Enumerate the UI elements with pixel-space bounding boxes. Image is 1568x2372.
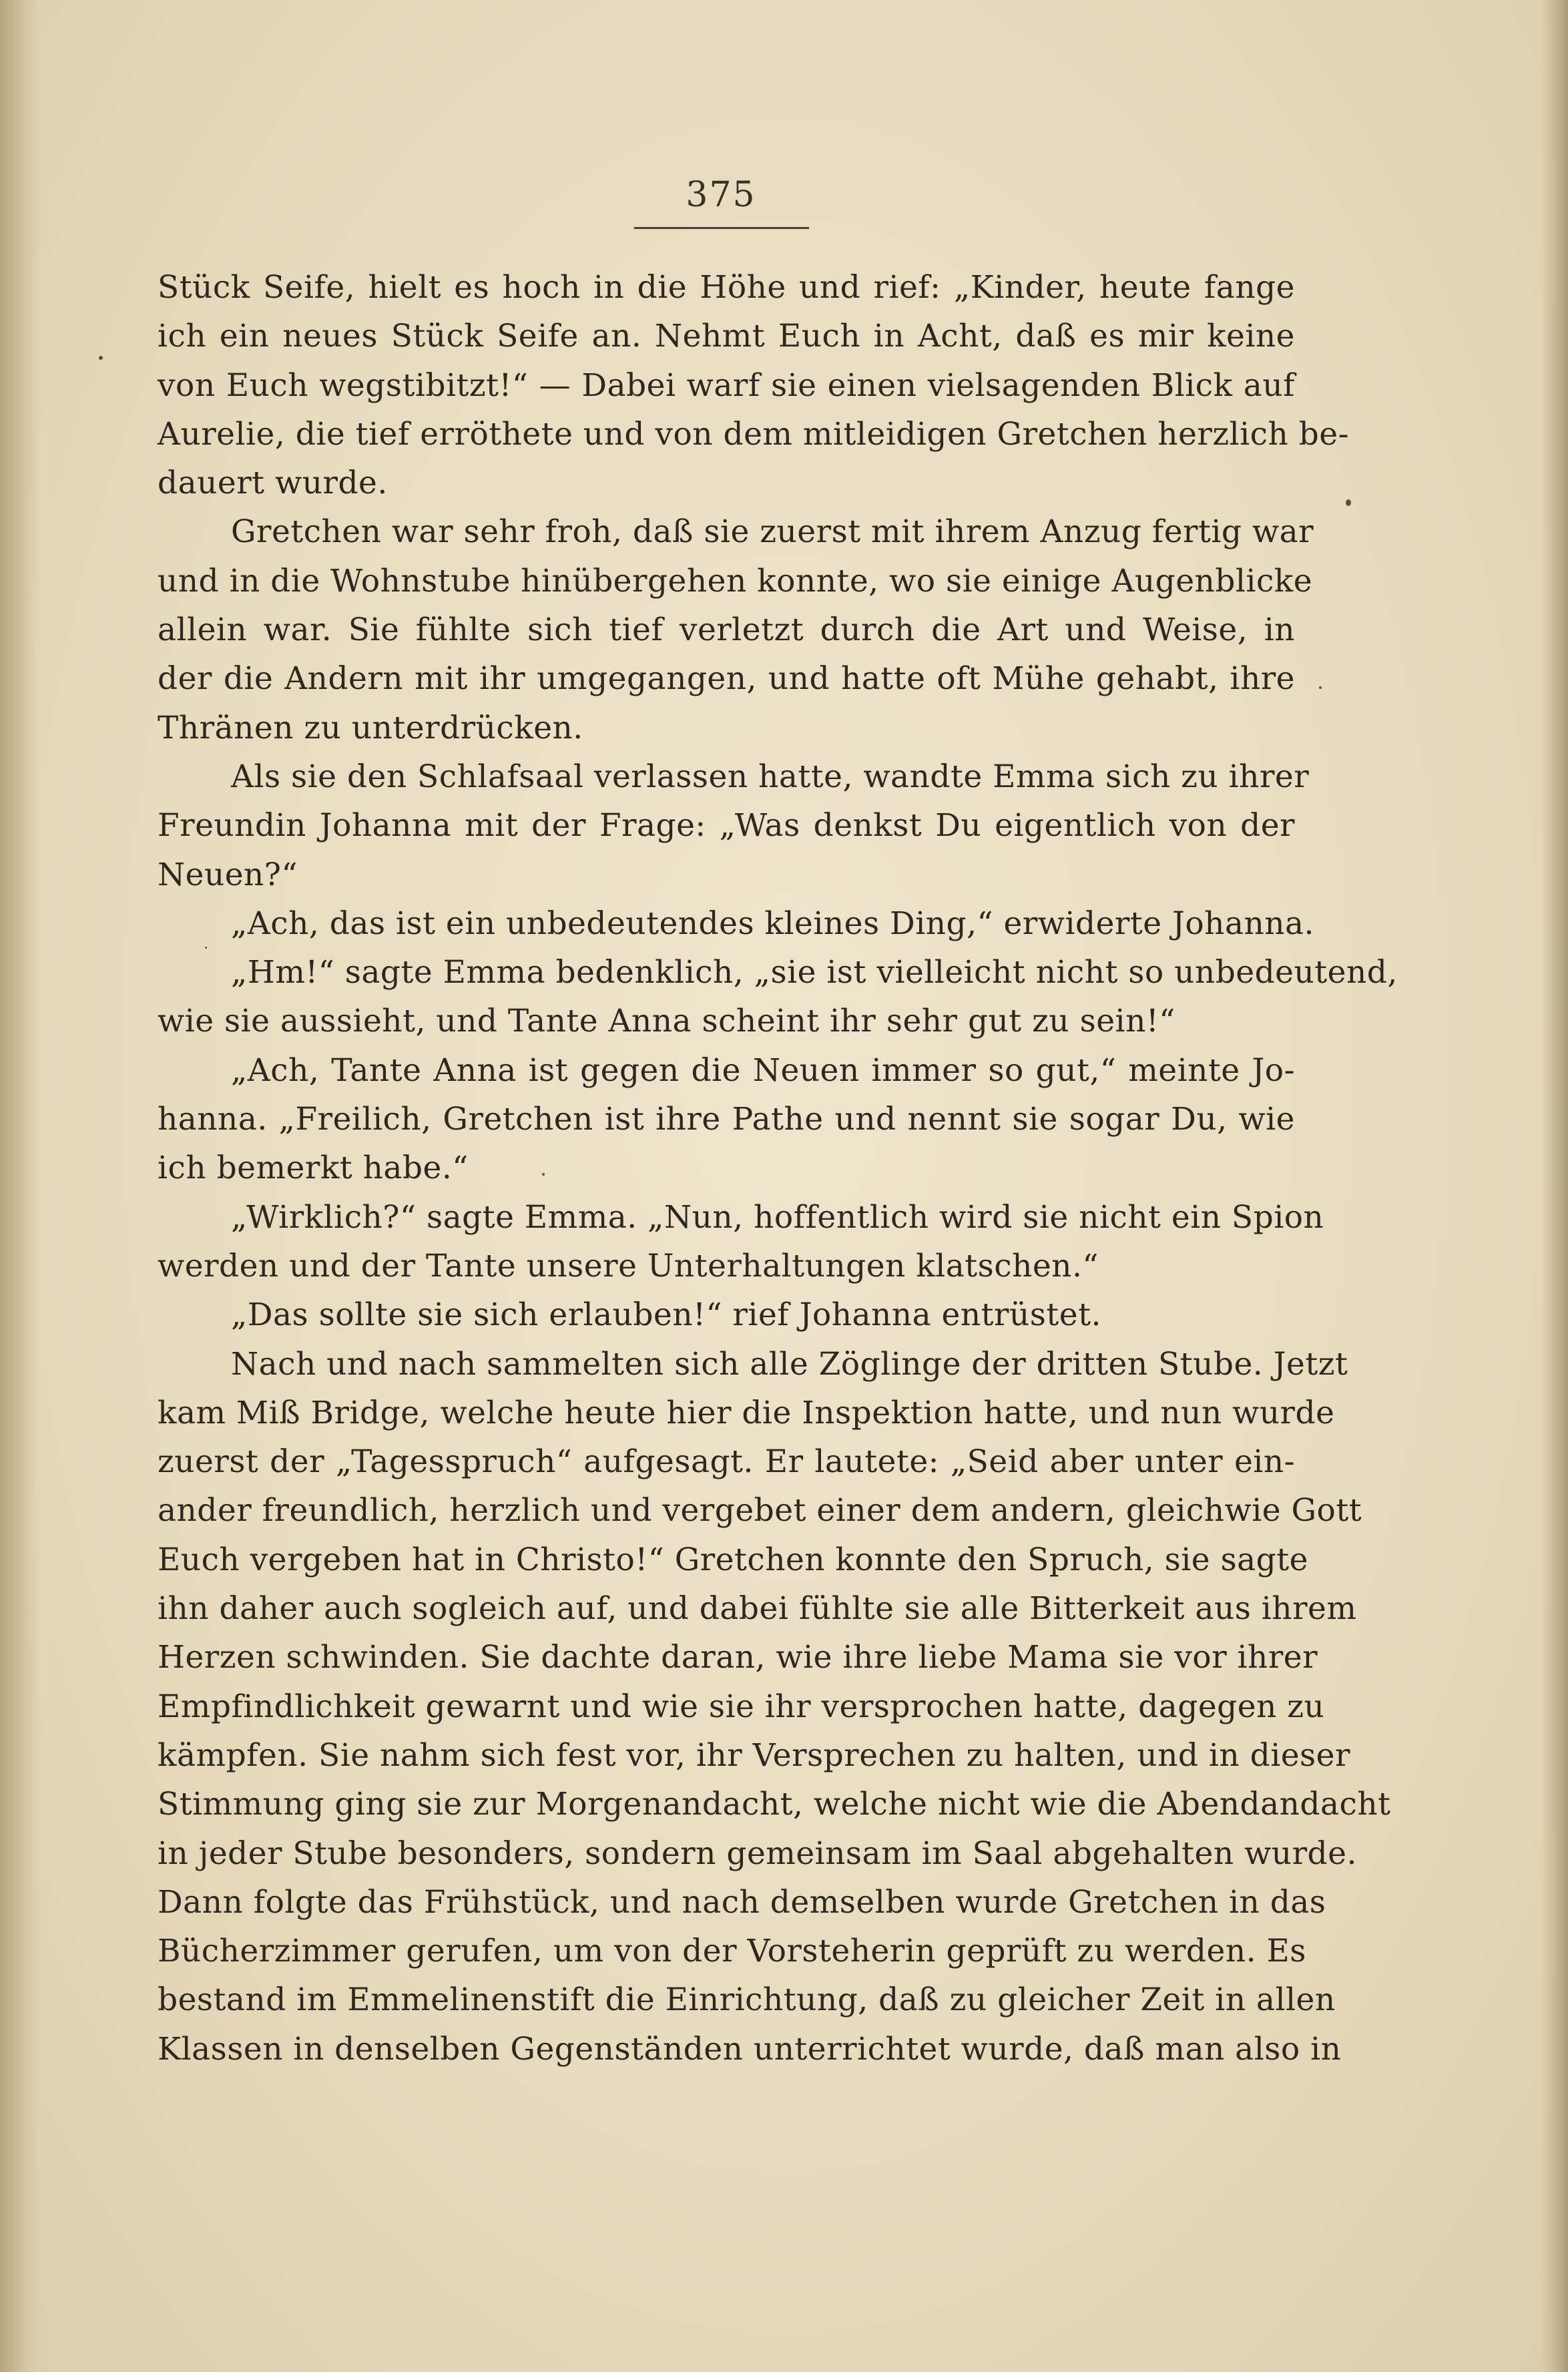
text-line: der die Andern mit ihr umgegangen, und hatte oft Mühe gehabt, ihre [158, 660, 1295, 698]
text-line: Neuen?“ [158, 856, 298, 893]
ink-speck [1346, 499, 1351, 506]
text-line: Gretchen war sehr froh, daß sie zuerst mit ihrem Anzug fertig war [231, 513, 1314, 551]
text-line: „Das sollte sie sich erlauben!“ rief Johanna entrüstet. [231, 1296, 1101, 1334]
text-line: werden und der Tante unsere Unterhaltungen klatschen.“ [158, 1247, 1099, 1284]
page-number: 375 [686, 175, 756, 215]
text-line: Stück Seife, hielt es hoch in die Höhe und rief: „Kinder, heute fange [158, 269, 1295, 306]
body-text [158, 263, 1398, 2074]
text-line: Dann folgte das Frühstück, und nach demselben wurde Gretchen in das [158, 1883, 1326, 1921]
text-line: Herzen schwinden. Sie dachte daran, wie ihre liebe Mama sie vor ihrer [158, 1639, 1318, 1676]
text-line: Empfindlichkeit gewarnt und wie sie ihr versprochen hatte, dagegen zu [158, 1688, 1325, 1725]
ink-speck [1319, 686, 1322, 689]
text-line: zuerst der „Tagesspruch“ aufgesagt. Er lautete: „Seid aber unter ein- [158, 1443, 1295, 1481]
text-line: Stimmung ging sie zur Morgenandacht, welche nicht wie die Abendandacht [158, 1786, 1391, 1823]
text-line: ich bemerkt habe.“ [158, 1150, 469, 1187]
text-line: hanna. „Freilich, Gretchen ist ihre Pathe und nennt sie sogar Du, wie [158, 1101, 1295, 1138]
text-line: Euch vergeben hat in Christo!“ Gretchen konnte den Spruch, sie sagte [158, 1541, 1308, 1578]
text-line: Nach und nach sammelten sich alle Zöglinge der dritten Stube. Jetzt [231, 1345, 1348, 1383]
text-line: „Hm!“ sagte Emma bedenklich, „sie ist vielleicht nicht so unbedeutend, [231, 954, 1398, 991]
text-line: Bücherzimmer gerufen, um von der Vorsteherin geprüft zu werden. Es [158, 1933, 1306, 1970]
text-line: Thränen zu unterdrücken. [158, 709, 583, 746]
text-line: Freundin Johanna mit der Frage: „Was denkst Du eigentlich von der [158, 807, 1295, 845]
text-line: allein war. Sie fühlte sich tief verletzt durch die Art und Weise, in [158, 612, 1295, 649]
text-line: und in die Wohnstube hinübergehen konnte, wo sie einige Augenblicke [158, 562, 1313, 600]
ink-speck [99, 356, 103, 360]
text-line: in jeder Stube besonders, sondern gemeinsam im Saal abgehalten wurde. [158, 1835, 1357, 1872]
text-line: Aurelie, die tief erröthete und von dem mitleidigen Gretchen herzlich be- [158, 415, 1350, 453]
text-line: Klassen in denselben Gegenständen unterrichtet wurde, daß man also in [158, 2030, 1342, 2068]
text-line: dauert wurde. [158, 465, 388, 502]
ink-speck [542, 1173, 545, 1176]
text-line: ich ein neues Stück Seife an. Nehmt Euch in Acht, daß es mir keine [158, 318, 1295, 355]
text-line: Als sie den Schlafsaal verlassen hatte, wandte Emma sich zu ihrer [231, 758, 1310, 795]
text-line: „Ach, Tante Anna ist gegen die Neuen immer so gut,“ meinte Jo- [231, 1051, 1295, 1089]
page-edge [1541, 0, 1568, 2372]
text-line: kam Miß Bridge, welche heute hier die Inspektion hatte, und nun wurde [158, 1394, 1335, 1431]
text-line: ihn daher auch sogleich auf, und dabei fühlte sie alle Bitterkeit aus ihrem [158, 1590, 1357, 1628]
text-line: ander freundlich, herzlich und vergebet einer dem andern, gleichwie Gott [158, 1492, 1362, 1529]
text-line: „Ach, das ist ein unbedeutendes kleines Ding,“ erwiderte Johanna. [231, 905, 1314, 942]
text-line: wie sie aussieht, und Tante Anna scheint ihr sehr gut zu sein!“ [158, 1003, 1175, 1040]
text-line: bestand im Emmelinenstift die Einrichtung, daß zu gleicher Zeit in allen [158, 1981, 1336, 2019]
binding-gutter [0, 0, 40, 2372]
text-line: kämpfen. Sie nahm sich fest vor, ihr Versprechen zu halten, und in dieser [158, 1736, 1350, 1774]
ink-speck [205, 947, 207, 949]
text-line: „Wirklich?“ sagte Emma. „Nun, hoffentlich wird sie nicht ein Spion [231, 1198, 1324, 1236]
text-line: von Euch wegstibitzt!“ — Dabei warf sie einen vielsagenden Blick auf [158, 367, 1295, 404]
header-rule [634, 227, 809, 229]
